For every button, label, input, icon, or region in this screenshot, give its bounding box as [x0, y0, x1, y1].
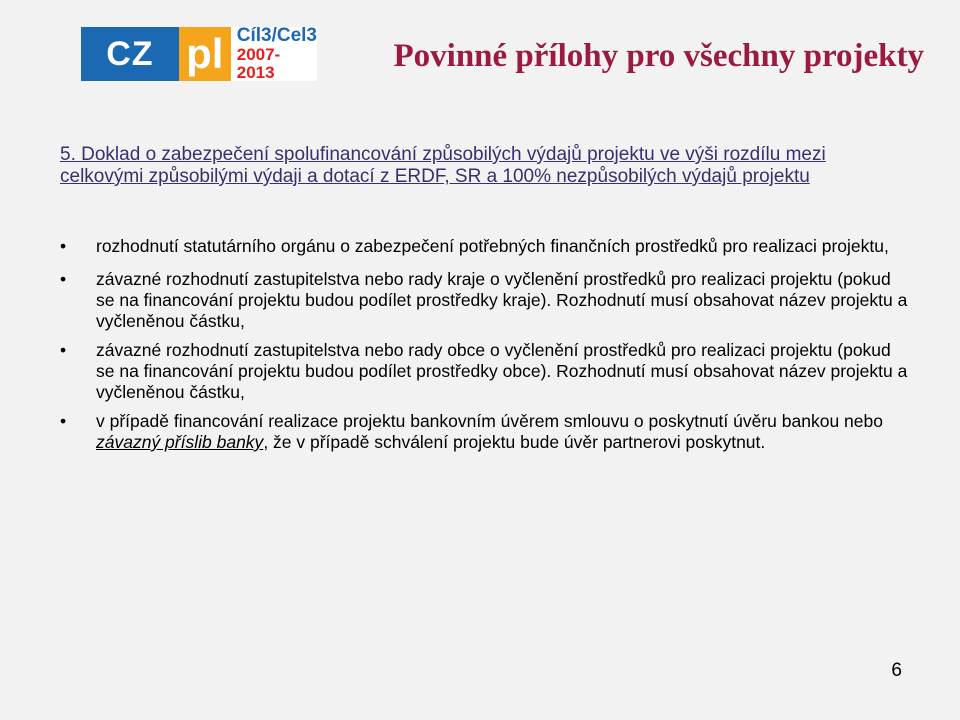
- section-heading: [60, 144, 900, 188]
- bank-commitment-link[interactable]: závazný příslib banky: [96, 432, 264, 452]
- list-item: [60, 340, 910, 403]
- list-item: [60, 411, 910, 453]
- logo-program-period: 2007-2013: [236, 45, 281, 82]
- section-number: 5.: [60, 144, 76, 165]
- cz-pl-logo: [81, 27, 317, 81]
- page-title: Povinné přílohy pro všechny projekty: [393, 38, 924, 74]
- logo-cz-text: CZ: [106, 34, 154, 73]
- list-item-text-before: v případě financování realizace projektu bankovním úvěrem smlouvu o poskytnutí úvěru bankou nebo: [96, 411, 883, 431]
- logo-program-block: [231, 27, 317, 81]
- bullet-icon: •: [60, 236, 67, 256]
- list-item: [60, 269, 910, 332]
- list-item-text: závazné rozhodnutí zastupitelstva nebo rady obce o vyčlenění prostředků pro realizaci projektu (pokud se na financování projektu budou podílet prostředky obce). Rozhodnutí musí obsahovat název projektu a vyčleněnou částku,: [96, 340, 908, 402]
- bullet-icon: •: [60, 411, 67, 431]
- bullet-icon: •: [60, 340, 67, 360]
- logo-program-name: Cíl3/Cel3: [236, 25, 317, 47]
- list-item-text: rozhodnutí statutárního orgánu o zabezpečení potřebných finančních prostředků pro realizaci projektu,: [96, 236, 889, 256]
- page-number: 6: [891, 660, 902, 681]
- requirements-list: [60, 236, 910, 465]
- logo-cz-block: [81, 27, 179, 81]
- logo-pl-text: pl: [186, 30, 224, 77]
- logo-pl-block: [179, 27, 231, 81]
- section-heading-text: Doklad o zabezpečení spolufinancování způsobilých výdajů projektu ve výši rozdílu mezi celkovými způsobilými výdaji a dotací z ERDF, SR a 100% nezpůsobilých výdajů projektu: [60, 144, 826, 187]
- list-item-text-after: , že v případě schválení projektu bude úvěr partnerovi poskytnut.: [263, 432, 766, 452]
- bullet-icon: •: [60, 269, 67, 289]
- list-item: [60, 236, 910, 257]
- list-item-text: závazné rozhodnutí zastupitelstva nebo rady kraje o vyčlenění prostředků pro realizaci projektu (pokud se na financování projektu budou podílet prostředky kraje). Rozhodnutí musí obsahovat název projektu a vyčleněnou částku,: [96, 269, 908, 331]
